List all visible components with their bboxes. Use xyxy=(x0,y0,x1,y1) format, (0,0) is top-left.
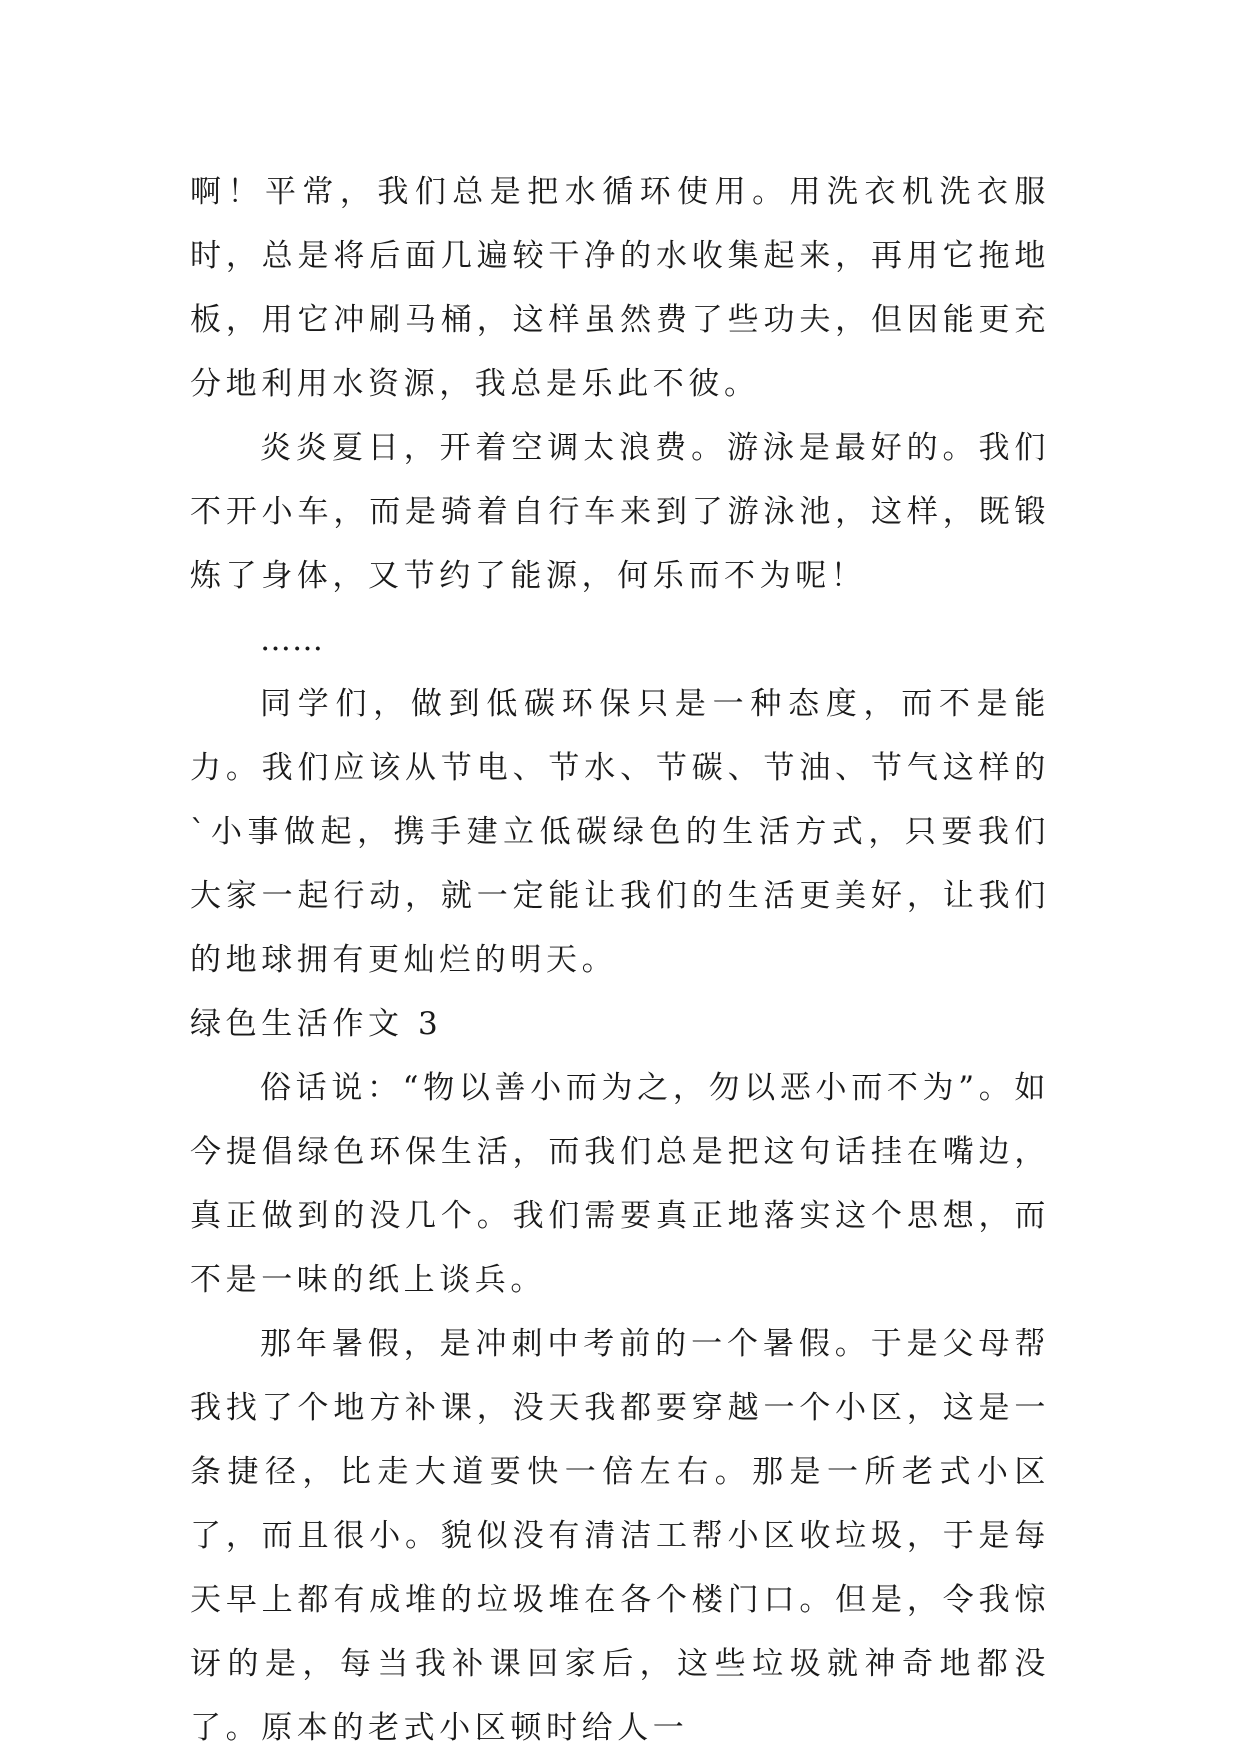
paragraph-summer-vacation: 那年暑假，是冲刺中考前的一个暑假。于是父母帮我找了个地方补课，没天我都要穿越一个小区，这是一条捷径，比走大道要快一倍左右。那是一所老式小区了，而且很小。貌似没有清洁工帮小区收垃圾，于是每天早上都有成堆的垃圾堆在各个楼门口。但是，令我惊讶的是，每当我补课回家后，这些垃圾就神奇地都没了。原本的老式小区顿时给人一 xyxy=(190,1326,1050,1746)
paragraph-summer-swimming: 炎炎夏日，开着空调太浪费。游泳是最好的。我们不开小车，而是骑着自行车来到了游泳池，这样，既锻炼了身体，又节约了能源，何乐而不为呢！ xyxy=(190,430,1050,594)
document-page xyxy=(190,160,1050,1760)
paragraph-water-recycling: 啊！平常，我们总是把水循环使用。用洗衣机洗衣服时，总是将后面几遍较干净的水收集起来，再用它拖地板，用它冲刷马桶，这样虽然费了些功夫，但因能更充分地利用水资源，我总是乐此不彼。 xyxy=(190,174,1050,402)
paragraph-proverb: 俗话说：“物以善小而为之，勿以恶小而不为”。如今提倡绿色环保生活，而我们总是把这句话挂在嘴边，真正做到的没几个。我们需要真正地落实这个思想，而不是一味的纸上谈兵。 xyxy=(190,1070,1050,1298)
paragraph-low-carbon-call: 同学们，做到低碳环保只是一种态度，而不是能力。我们应该从节电、节水、节碳、节油、节气这样的`小事做起，携手建立低碳绿色的生活方式，只要我们大家一起行动，就一定能让我们的生活更美好，让我们的地球拥有更灿烂的明天。 xyxy=(190,686,1050,978)
ellipsis-line: …… xyxy=(260,622,324,658)
section-heading: 绿色生活作文 3 xyxy=(190,1006,443,1042)
